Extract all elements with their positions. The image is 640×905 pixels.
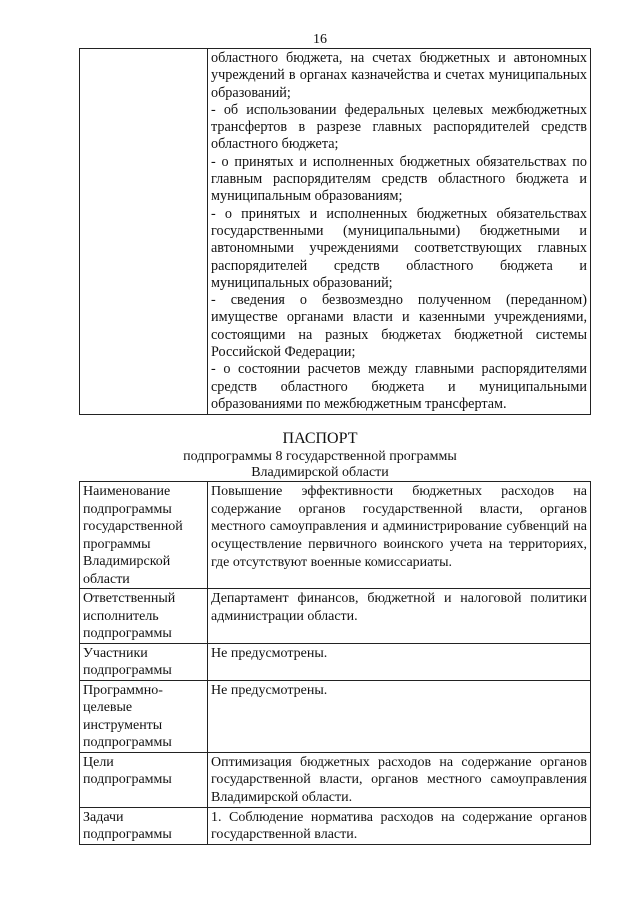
continuation-paragraph: - о принятых и исполненных бюджетных обязательствах по главным распорядителям средств областного бюджета и муниципальным образованиям; xyxy=(211,153,587,205)
passport-row-name xyxy=(80,482,591,589)
continuation-paragraph: - о состоянии расчетов между главными распорядителями средств областного бюджета и муниципальными образованиями по межбюджетным трансфертам. xyxy=(211,361,587,412)
row-value: Оптимизация бюджетных расходов на содержание органов государственной власти, органов местного самоуправления Владимирской области. xyxy=(208,752,591,807)
page-number: 16 xyxy=(313,32,327,47)
passport-row-tasks xyxy=(80,807,591,844)
passport-row-goals xyxy=(80,752,591,807)
passport-subtitle-region: Владимирской области xyxy=(251,465,389,480)
passport-row-instruments xyxy=(80,680,591,752)
row-label: Наименование подпрограммы государственной программы Владимирской области xyxy=(80,482,208,589)
row-label: Участники подпрограммы xyxy=(80,643,208,680)
continuation-empty-cell xyxy=(80,49,208,415)
row-label: Программно-целевые инструменты подпрограммы xyxy=(80,680,208,752)
continuation-text-cell xyxy=(208,49,591,415)
continuation-row xyxy=(80,49,591,415)
row-label: Ответственный исполнитель подпрограммы xyxy=(80,589,208,644)
row-label: Задачи подпрограммы xyxy=(80,807,208,844)
row-value: Не предусмотрены. xyxy=(208,643,591,680)
row-value: Не предусмотрены. xyxy=(208,680,591,752)
passport-row-participants xyxy=(80,643,591,680)
passport-title: ПАСПОРТ xyxy=(282,430,358,447)
row-label: Цели подпрограммы xyxy=(80,752,208,807)
continuation-table xyxy=(79,48,591,415)
row-value: Повышение эффективности бюджетных расходов на содержание органов государственной власти, органов местного самоуправления и администрирование субвенций на осуществление первичного воинского учета на территориях, где отсутствуют военные комиссариаты. xyxy=(208,482,591,589)
row-value: Департамент финансов, бюджетной и налоговой политики администрации области. xyxy=(208,589,591,644)
continuation-paragraph: областного бюджета, на счетах бюджетных и автономных учреждений в органах казначейства и счетах муниципальных образований; xyxy=(211,50,587,101)
continuation-paragraph: - о принятых и исполненных бюджетных обязательствах государственными (муниципальными) бюджетными и автономными учреждениями соответствующих главных распорядителей средств областного бюджета и муниципальных образований; xyxy=(211,205,587,291)
row-value: 1. Соблюдение норматива расходов на содержание органов государственной власти. xyxy=(208,807,591,844)
continuation-paragraph: - сведения о безвозмездно полученном (переданном) имуществе органами власти и казенными учреждениями, состоящими на разных бюджетах бюджетной системы Российской Федерации; xyxy=(211,292,587,361)
passport-row-executor xyxy=(80,589,591,644)
continuation-paragraph: - об использовании федеральных целевых межбюджетных трансфертов в разрезе главных распорядителей средств областного бюджета; xyxy=(211,101,587,153)
passport-table xyxy=(79,481,591,845)
passport-subtitle: подпрограммы 8 государственной программы xyxy=(183,449,457,464)
